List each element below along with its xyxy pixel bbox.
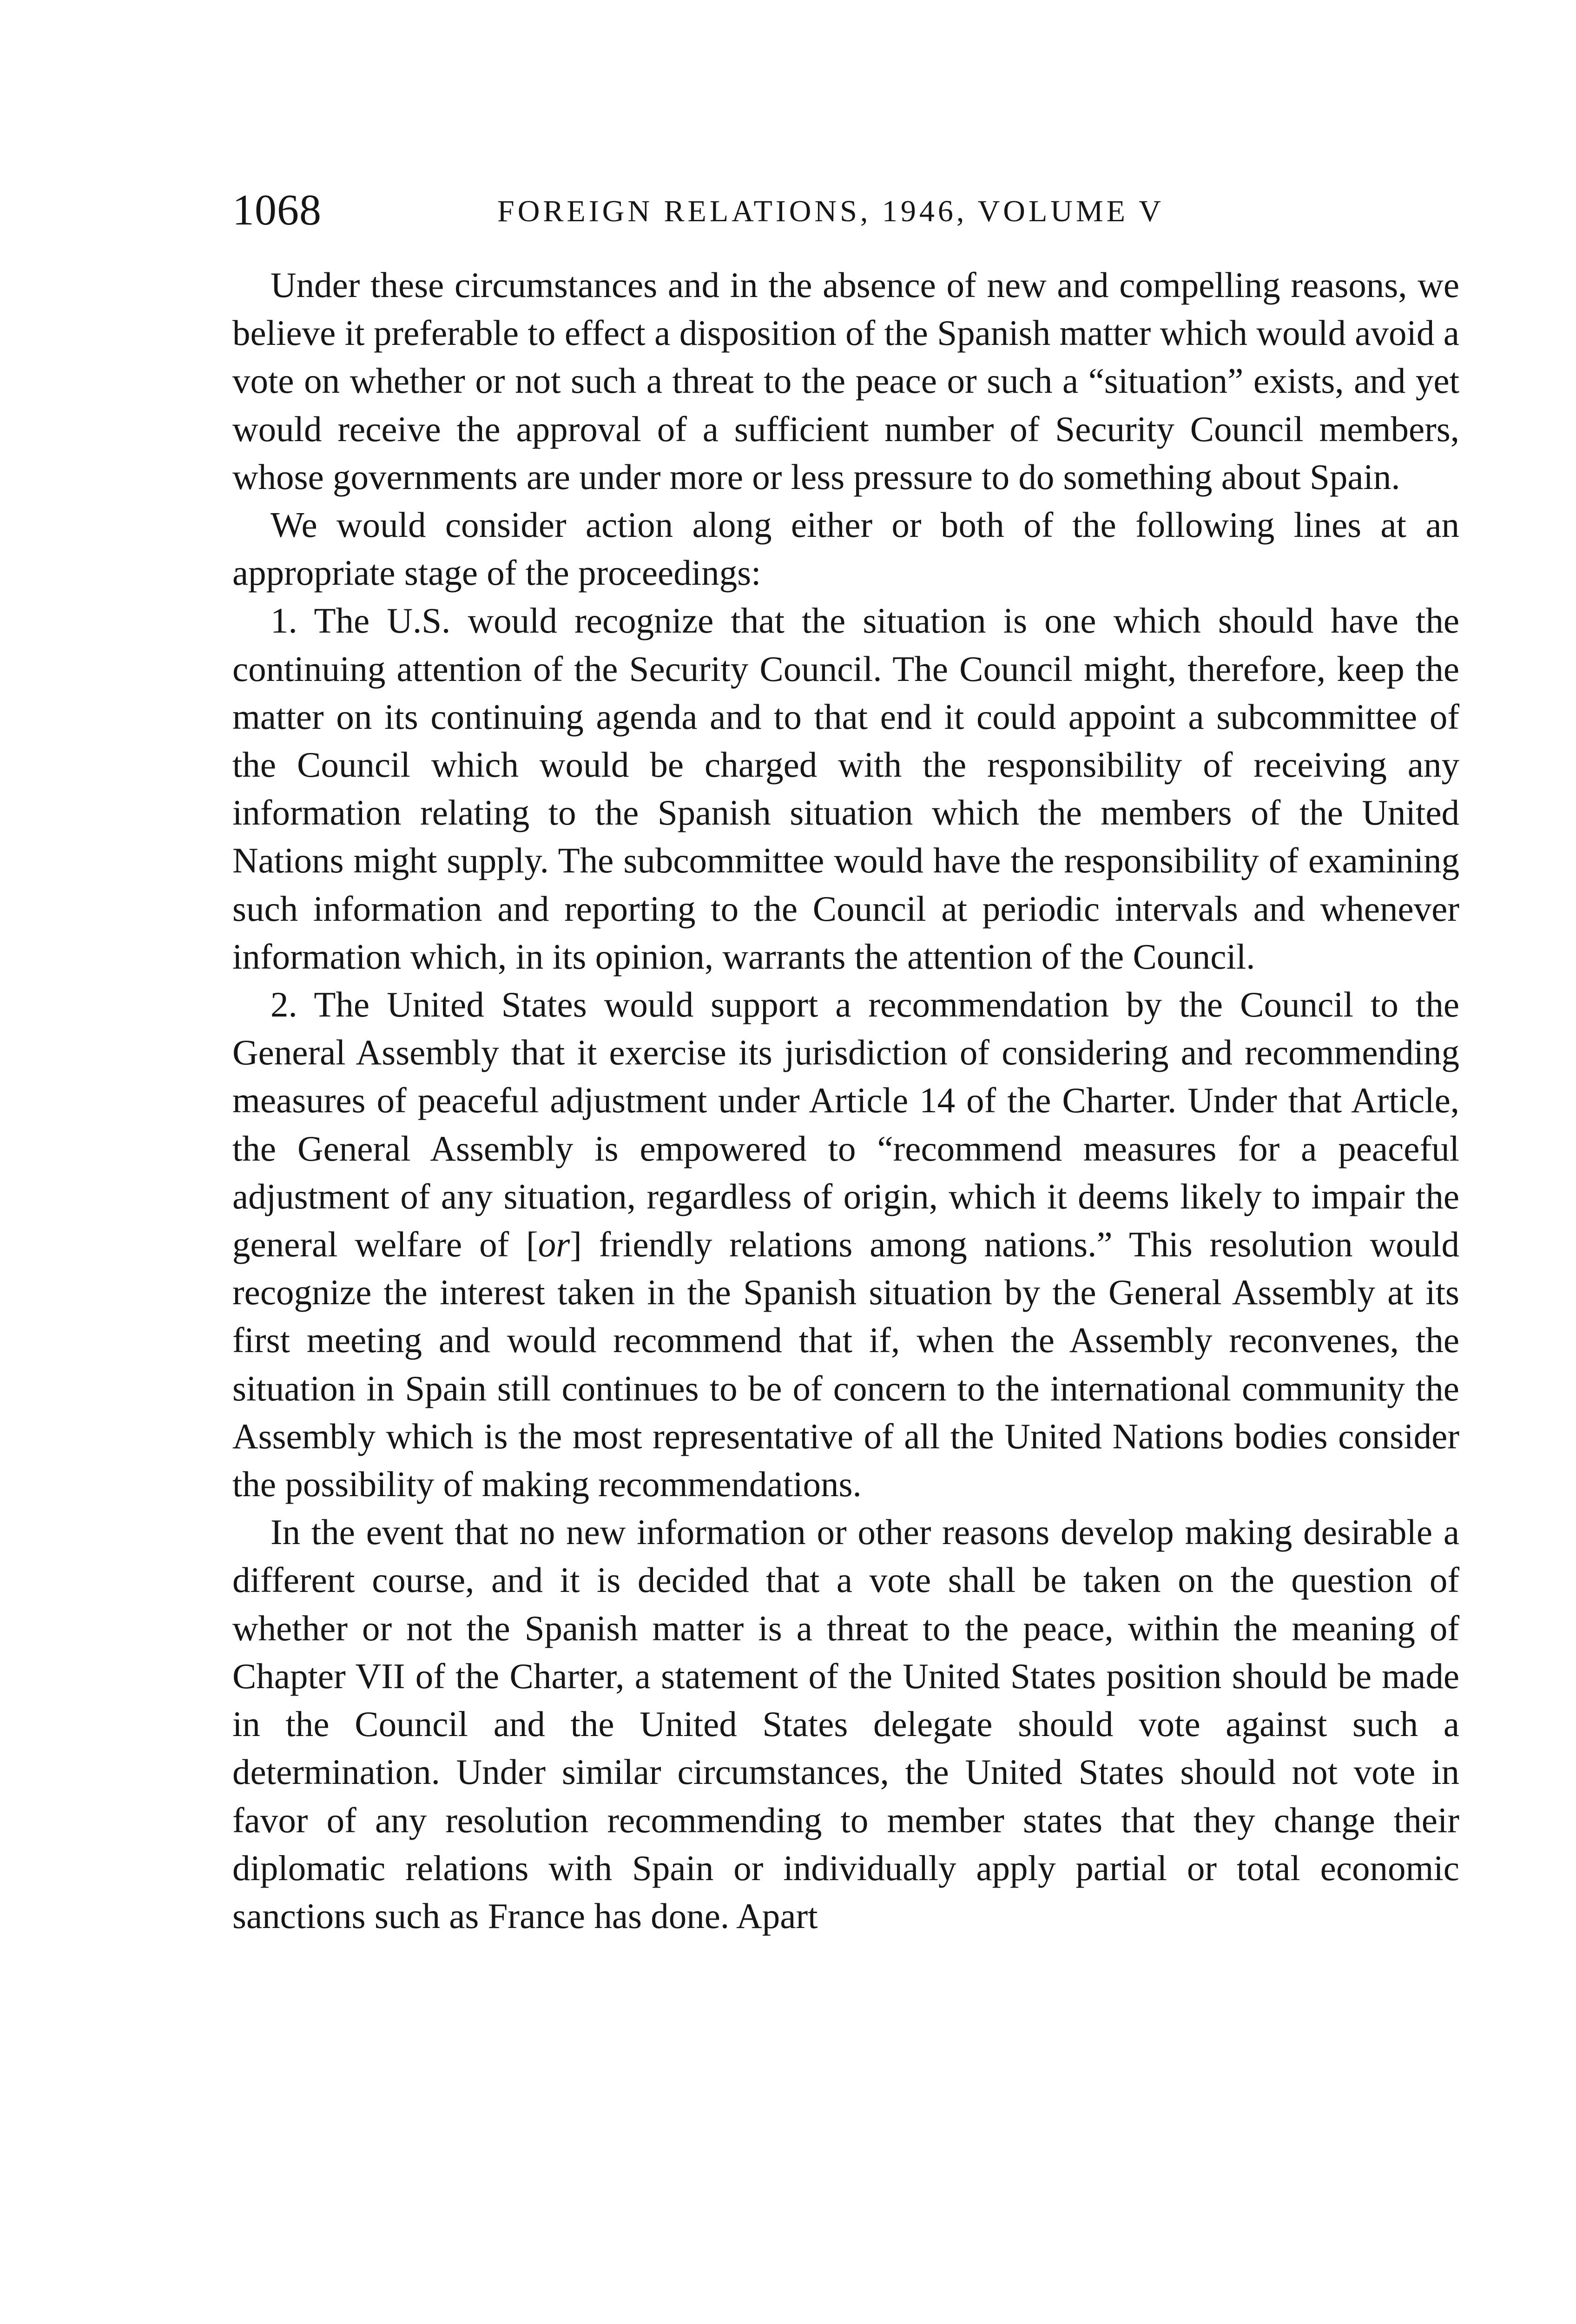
numbered-paragraph-1: 1. The U.S. would recognize that the situation is one which should have the continuing attention of the Security Council. The Council might, therefore, keep the matter on its continuing agenda and to that end it could appoint a subcommittee of the Council which would be charged with the responsibility of receiving any information relating to the Spanish situation which the members of the United Nations might supply. The subcommittee would have the responsibility of examining such information and reporting to the Council at periodic intervals and whenever information which, in its opinion, warrants the attention of the Council. bbox=[232, 601, 1459, 977]
running-header bbox=[232, 182, 1459, 238]
numbered-paragraph-2 bbox=[232, 981, 1459, 1508]
page-number: 1068 bbox=[232, 186, 322, 234]
italic-editorial-insertion: or bbox=[538, 1224, 570, 1265]
document-body bbox=[232, 261, 1459, 1940]
paragraph: Under these circumstances and in the absence of new and compelling reasons, we believe it preferable to effect a disposition of the Spanish matter which would avoid a vote on whether or not such a threat to the peace or such a “situation” exists, and yet would receive the approval of a sufficient number of Security Council members, whose governments are under more or less pressure to do something about Spain. bbox=[232, 265, 1459, 497]
paragraph: In the event that no new information or other reasons develop making desirable a different course, and it is decided that a vote shall be taken on the question of whether or not the Spanish matter is a threat to the peace, within the meaning of Chapter VII of the Charter, a statement of the United States position should be made in the Council and the United States delegate should vote against such a determination. Under similar circumstances, the United States should not vote in favor of any resolution recommending to member states that they change their diplomatic relations with Spain or individually apply partial or total economic sanctions such as France has done. Apart bbox=[232, 1512, 1459, 1936]
paragraph-text: ] friendly relations among nations.” This resolution would recognize the interest taken in the Spanish situation by the General Assembly at its first meeting and would recommend that if, when the Assembly reconvenes, the situation in Spain still continues to be of concern to the international community the Assembly which is the most representative of all the United Nations bodies consider the possibility of making recommendations. bbox=[232, 1224, 1459, 1505]
paragraph: We would consider action along either or both of the following lines at an appropriate stage of the proceedings: bbox=[232, 505, 1459, 593]
paragraph-text: 2. The United States would support a recommendation by the Council to the General Assembly that it exercise its jurisdiction of considering and recommending measures of peaceful adjustment under Article 14 of the Charter. Under that Article, the General Assembly is empowered to “recommend measures for a peaceful adjustment of any situation, regardless of origin, which it deems likely to impair the general welfare of [ bbox=[232, 984, 1459, 1265]
running-title: FOREIGN RELATIONS, 1946, VOLUME V bbox=[497, 194, 1164, 228]
